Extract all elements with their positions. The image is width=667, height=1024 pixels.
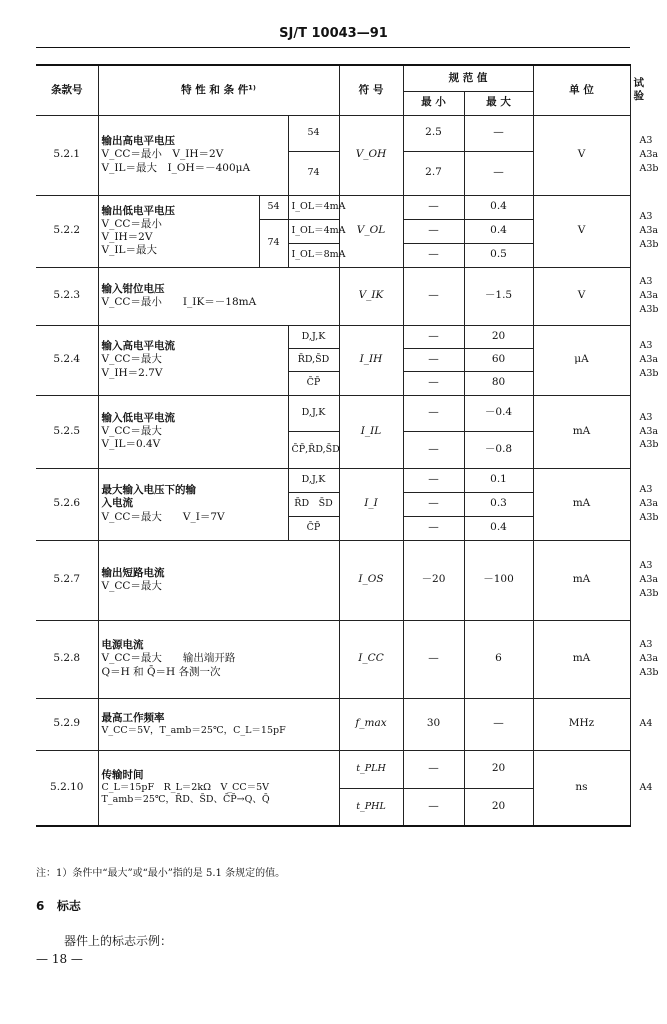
characteristic-title: 输入低电平电流 — [101, 411, 175, 424]
header-spec-value: 规 范 值 — [403, 65, 533, 91]
pin-label: R̄D S̄D — [288, 492, 339, 516]
condition-line: T_amb＝25℃，R̄D、S̄D、C̄P̄→Q、Q̄ — [101, 794, 270, 806]
series-label: 54 — [259, 195, 288, 219]
body-paragraph: 器件上的标志示例： — [64, 934, 173, 948]
spec-table: 条款号 特 性 和 条 件¹⁾ 符 号 规 范 值 单 位 试 验 最 小 最 大 5.2.1 输出高电平电压 V_CC＝最小 V_IH＝2V V_IL＝最大 I_OH＝－400μA 54 V_OH 2.5 — V A3 A3a A3b 74 2.7 — 5.2.2 输出低电平电压 V_CC＝最小 V_IH＝2V V_IL＝最大 54 I_OL＝4mA V_OL — 0.4 V A3 A3a A3b 74 I_OL＝4mA — 0.4 I_OL＝8mA — 0.5 5.2.3 输入钳位电压 V_CC＝最小 I_IK＝－18mA V_IK — －1.5 V A3 A3a A3b 5.2.4 输入高电平电流 V_CC＝最大 V_IH＝2.7V D,J,K I_IH — 20 μA A3 A3a A3b R̄D,S̄D — 60 C̄P̄ — 80 5.2.5 输入低电平电流 V_CC＝最大 V_IL＝0.4V D,J,K I_IL — －0.4 mA A3 A3a A3b C̄P̄,R̄D,S̄D — －0.8 5.2.6 最大输入电压下的输 入电流 V_CC＝最大 V_I＝7V D,J,K I_I — 0.1 mA A3 A3a A3b R̄D S̄D — 0.3 C̄P̄ — 0.4 5.2.7 输出短路电流 V_CC＝最大 I_OS －20 －100 mA A3 A3a A3b 5.2.8 电源电流 V_CC＝最大 输出端开路 Q＝H 和 Q̄＝H 各测一次 I_CC — 6 mA A3 A3a A3b 5.2.9 最高工作频率 V_CC＝5V，T_amb＝25℃，C_L＝15pF f_max 30 — MHz A4 5.2.10 传输时间 C_L＝15pF R_L＝2kΩ V_CC＝5V T_amb＝25℃，R̄D、S̄D、C̄P̄→Q、Q̄ t_PLH — 20 ns A4 t_PHL — 20 — [36, 64, 630, 827]
min-value: — — [403, 267, 464, 325]
condition-line: V_CC＝5V，T_amb＝25℃，C_L＝15pF — [101, 724, 286, 736]
min-value: — — [403, 492, 464, 516]
min-value: — — [403, 195, 464, 219]
clause-number: 5.2.3 — [36, 267, 98, 325]
table-row — [36, 468, 630, 492]
page-number: — 18 — — [36, 952, 83, 966]
condition-line: V_IL＝最大 — [101, 244, 157, 257]
condition-cell — [98, 540, 339, 620]
symbol: V_OH — [339, 115, 403, 195]
max-value: 0.4 — [464, 516, 533, 540]
max-value: －1.5 — [464, 267, 533, 325]
min-value: — — [403, 395, 464, 431]
header-unit: 单 位 — [533, 65, 630, 115]
min-value: — — [403, 620, 464, 698]
max-value: 80 — [464, 371, 533, 395]
pin-label: C̄P̄ — [288, 516, 339, 540]
characteristic-title: 电源电流 — [101, 639, 144, 652]
table-row — [36, 267, 630, 325]
characteristic-title: 输入高电平电流 — [101, 340, 175, 353]
min-value: — — [403, 325, 464, 348]
min-value: －20 — [403, 540, 464, 620]
unit: mA — [533, 540, 630, 620]
unit: mA — [533, 620, 630, 698]
test-item: A3 — [639, 135, 653, 147]
unit: μA — [533, 325, 630, 395]
min-value: — — [403, 516, 464, 540]
test-item: A3 — [639, 484, 653, 496]
unit: MHz — [533, 698, 630, 750]
header-rule — [36, 47, 630, 48]
condition-line: V_CC＝最大 — [101, 353, 162, 366]
table-row — [36, 750, 630, 788]
characteristic-title: 输出短路电流 — [101, 566, 165, 579]
condition-cell — [98, 395, 288, 468]
max-value: －0.8 — [464, 431, 533, 468]
condition-line: C_L＝15pF R_L＝2kΩ V_CC＝5V — [101, 782, 270, 794]
test-item: A3b — [639, 162, 659, 174]
min-value: — — [403, 219, 464, 243]
characteristic-title: 输出高电平电压 — [101, 135, 175, 148]
symbol: f_max — [339, 698, 403, 750]
unit: ns — [533, 750, 630, 826]
clause-number: 5.2.9 — [36, 698, 98, 750]
clause-number: 5.2.6 — [36, 468, 98, 540]
condition-cell — [98, 750, 339, 826]
condition-cell — [98, 620, 339, 698]
min-value: 30 — [403, 698, 464, 750]
test-item: A3b — [639, 587, 659, 599]
max-value: 0.3 — [464, 492, 533, 516]
pin-label: C̄P̄ — [288, 371, 339, 395]
series-label: 74 — [288, 151, 339, 195]
test-item: A3a — [639, 653, 659, 665]
table-row — [36, 325, 630, 348]
max-value: 0.1 — [464, 468, 533, 492]
max-value: 20 — [464, 325, 533, 348]
test-item: A3b — [639, 238, 659, 250]
max-value: 0.4 — [464, 195, 533, 219]
characteristic-title: 输入钳位电压 — [101, 282, 165, 295]
max-value: — — [464, 151, 533, 195]
condition-line: V_IL＝最大 I_OH＝－400μA — [101, 161, 251, 174]
header-characteristic: 特 性 和 条 件¹⁾ — [98, 65, 339, 115]
header-clause: 条款号 — [36, 65, 98, 115]
symbol: V_IK — [339, 267, 403, 325]
condition-line: V_CC＝最小 V_IH＝2V — [101, 148, 224, 161]
unit: V — [533, 267, 630, 325]
sub-condition: I_OL＝8mA — [288, 243, 339, 267]
series-label: 54 — [288, 115, 339, 151]
table-row — [36, 395, 630, 431]
max-value: — — [464, 698, 533, 750]
condition-cell — [98, 325, 288, 395]
min-value: — — [403, 788, 464, 826]
symbol: t_PLH — [339, 750, 403, 788]
table-row — [36, 620, 630, 698]
test-item: A3b — [639, 511, 659, 523]
condition-line: V_IL＝0.4V — [101, 438, 161, 451]
clause-number: 5.2.2 — [36, 195, 98, 267]
min-value: — — [403, 348, 464, 371]
characteristic-title: 传输时间 — [101, 769, 144, 782]
series-label: 74 — [259, 219, 288, 267]
symbol: I_I — [339, 468, 403, 540]
max-value: 6 — [464, 620, 533, 698]
condition-line: V_CC＝最大 — [101, 424, 162, 437]
condition-cell — [98, 267, 339, 325]
characteristic-title: 输出低电平电压 — [101, 204, 175, 217]
max-value: 60 — [464, 348, 533, 371]
test-item: A4 — [639, 781, 653, 793]
condition-cell — [98, 468, 288, 540]
symbol: V_OL — [339, 195, 403, 267]
unit: mA — [533, 468, 630, 540]
condition-line: Q＝H 和 Q̄＝H 各测一次 — [101, 665, 221, 678]
test-item: A3b — [639, 303, 659, 315]
pin-label: D,J,K — [288, 325, 339, 348]
clause-number: 5.2.8 — [36, 620, 98, 698]
test-item: A3b — [639, 367, 659, 379]
table-row — [36, 540, 630, 620]
header-min: 最 小 — [403, 91, 464, 115]
max-value: －0.4 — [464, 395, 533, 431]
section-heading — [36, 897, 81, 914]
symbol: I_IL — [339, 395, 403, 468]
min-value: — — [403, 750, 464, 788]
sub-condition: I_OL＝4mA — [288, 195, 339, 219]
symbol: t_PHL — [339, 788, 403, 826]
test-item: A3a — [639, 290, 659, 302]
clause-number: 5.2.7 — [36, 540, 98, 620]
condition-cell — [98, 195, 259, 267]
condition-line: V_CC＝最小 — [101, 217, 162, 230]
symbol: I_CC — [339, 620, 403, 698]
min-value: — — [403, 371, 464, 395]
max-value: — — [464, 115, 533, 151]
clause-number: 5.2.5 — [36, 395, 98, 468]
condition-line: V_IH＝2.7V — [101, 366, 163, 379]
condition-cell — [98, 698, 339, 750]
header-symbol: 符 号 — [339, 65, 403, 115]
condition-line: V_CC＝最大 输出端开路 — [101, 652, 236, 665]
characteristic-title-continued: 入电流 — [101, 497, 133, 510]
test-item: A3a — [639, 425, 659, 437]
test-item: A3a — [639, 225, 659, 237]
unit: mA — [533, 395, 630, 468]
test-item: A3 — [639, 560, 653, 572]
condition-line: V_CC＝最小 I_IK＝－18mA — [101, 296, 257, 308]
min-value: — — [403, 468, 464, 492]
characteristic-title: 最高工作频率 — [101, 711, 165, 724]
condition-line: V_IH＝2V — [101, 231, 153, 243]
page-header: SJ/T 10043—91 — [279, 26, 388, 41]
clause-number: 5.2.1 — [36, 115, 98, 195]
max-value: 0.5 — [464, 243, 533, 267]
pin-label: D,J,K — [288, 468, 339, 492]
unit: V — [533, 115, 630, 195]
clause-number: 5.2.10 — [36, 750, 98, 826]
pin-label: C̄P̄,R̄D,S̄D — [288, 431, 339, 468]
test-item: A3 — [639, 639, 653, 651]
unit: V — [533, 195, 630, 267]
sub-condition: I_OL＝4mA — [288, 219, 339, 243]
min-value: 2.7 — [403, 151, 464, 195]
characteristic-title: 最大输入电压下的输 — [101, 484, 196, 497]
test-item: A3b — [639, 666, 659, 678]
max-value: 20 — [464, 788, 533, 826]
test-item: A4 — [639, 718, 653, 730]
symbol: I_IH — [339, 325, 403, 395]
min-value: 2.5 — [403, 115, 464, 151]
max-value: －100 — [464, 540, 533, 620]
min-value: — — [403, 243, 464, 267]
table-footnote: 注：1）条件中“最大”或“最小”指的是 5.1 条规定的值。 — [36, 868, 286, 879]
condition-line: V_CC＝最大 — [101, 580, 162, 592]
section-title: 标志 — [56, 899, 81, 913]
symbol: I_OS — [339, 540, 403, 620]
test-item: A3 — [639, 211, 653, 223]
pin-label: D,J,K — [288, 395, 339, 431]
pin-label: R̄D,S̄D — [288, 348, 339, 371]
test-item: A3a — [639, 498, 659, 510]
header-max: 最 大 — [464, 91, 533, 115]
section-number: 6 — [36, 899, 45, 913]
test-item: A3a — [639, 354, 659, 366]
condition-cell — [98, 115, 288, 195]
clause-number: 5.2.4 — [36, 325, 98, 395]
min-value: — — [403, 431, 464, 468]
test-item: A3 — [639, 276, 653, 288]
condition-line: V_CC＝最大 V_I＝7V — [101, 510, 225, 523]
test-item: A3 — [639, 411, 653, 423]
test-item: A3a — [639, 149, 659, 161]
table-row — [36, 115, 630, 151]
test-item: A3b — [639, 439, 659, 451]
table-row — [36, 698, 630, 750]
table-row — [36, 195, 630, 219]
max-value: 0.4 — [464, 219, 533, 243]
max-value: 20 — [464, 750, 533, 788]
test-item: A3 — [639, 340, 653, 352]
test-item: A3a — [639, 574, 659, 586]
